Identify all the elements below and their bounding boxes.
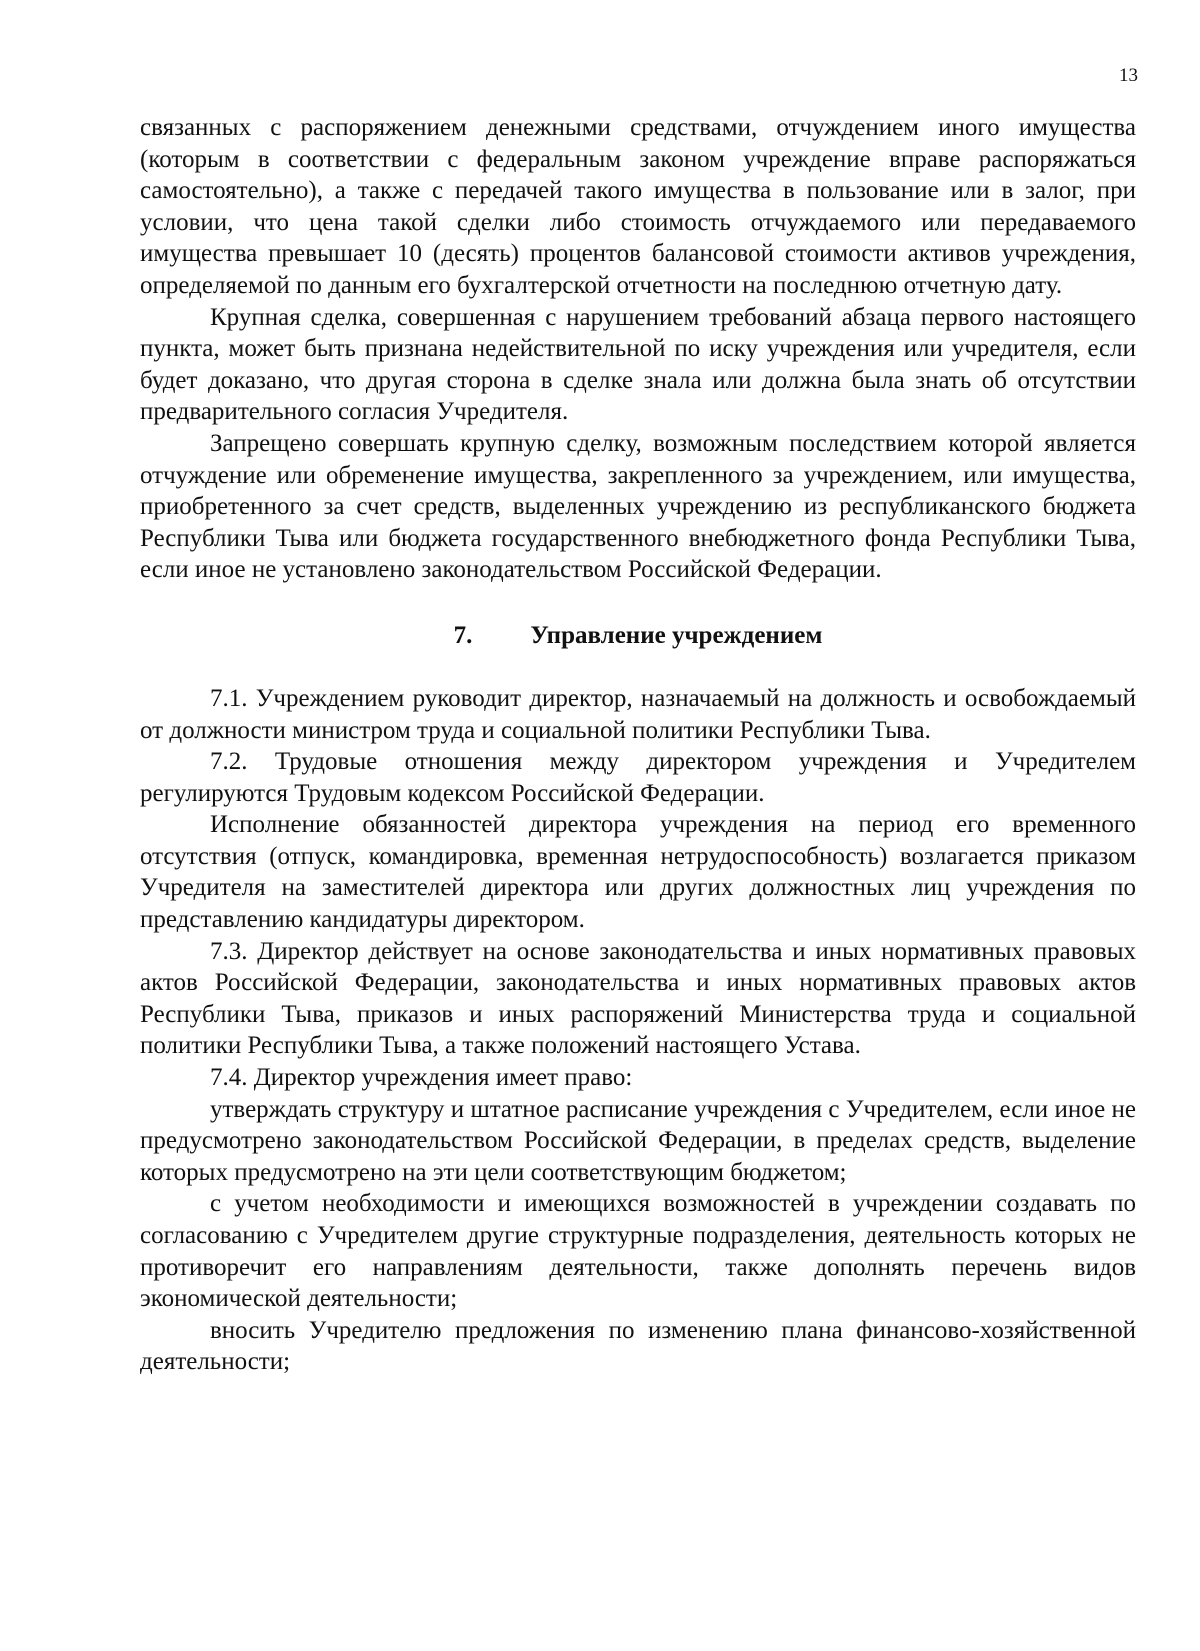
- page-number: 13: [1119, 65, 1138, 86]
- document-body: [140, 112, 1136, 1378]
- section-heading: [140, 620, 1136, 651]
- paragraph-continuation: связанных с распоряжением денежными средствами, отчуждением иного имущества (которым в соответствии с федеральным законом учреждение вправе распоряжаться самостоятельно), а также с передачей такого имущества в пользование или в залог, при условии, что цена такой сделки либо стоимость отчуждаемого или передаваемого имущества превышает 10 (десять) процентов балансовой стоимости активов учреждения, определяемой по данным его бухгалтерской отчетности на последнюю отчетную дату.: [140, 114, 1136, 299]
- paragraph-7-4: 7.4. Директор учреждения имеет право:: [210, 1064, 633, 1092]
- paragraph-right-divisions: с учетом необходимости и имеющихся возможностей в учреждении создавать по согласованию с Учредителем другие структурные подразделения, деятельность которых не противоречит его направлениям деятельности, также дополнять перечень видов экономической деятельности;: [140, 1190, 1136, 1313]
- paragraph-prohibited-deal: Запрещено совершать крупную сделку, возможным последствием которой является отчуждение или обременение имущества, закрепленного за учреждением, или имущества, приобретенного за счет средств, выделенных учреждению из республиканского бюджета Республики Тыва или бюджета государственного внебюджетного фонда Республики Тыва, если иное не установлено законодательством Российской Федерации.: [140, 429, 1136, 584]
- paragraph-7-2: 7.2. Трудовые отношения между директором учреждения и Учредителем регулируются Трудовым кодексом Российской Федерации.: [140, 748, 1136, 807]
- section-number: 7.: [453, 621, 473, 649]
- paragraph-acting-director: Исполнение обязанностей директора учреждения на период его временного отсутствия (отпуск, командировка, временная нетрудоспособность) возлагается приказом Учредителя на заместителей директора или других должностных лиц учреждения по представлению кандидатуры директором.: [140, 811, 1136, 934]
- paragraph-7-3: 7.3. Директор действует на основе законодательства и иных нормативных правовых актов Российской Федерации, законодательства и иных нормативных правовых актов Республики Тыва, приказов и иных распоряжений Министерства труда и социальной политики Республики Тыва, а также положений настоящего Устава.: [140, 937, 1136, 1060]
- section-title: Управление учреждением: [530, 621, 823, 649]
- paragraph-7-1: 7.1. Учреждением руководит директор, назначаемый на должность и освобождаемый от должности министром труда и социальной политики Республики Тыва.: [140, 684, 1136, 744]
- paragraph-large-deal: Крупная сделка, совершенная с нарушением требований абзаца первого настоящего пункта, может быть признана недействительной по иску учреждения или учредителя, если будет доказано, что другая сторона в сделке знала или должна была знать об отсутствии предварительного согласия Учредителя.: [140, 303, 1136, 426]
- paragraph-right-proposals: вносить Учредителю предложения по изменению плана финансово-хозяйственной деятельности;: [140, 1316, 1136, 1376]
- paragraph-right-structure: утверждать структуру и штатное расписание учреждения с Учредителем, если иное не предусмотрено законодательством Российской Федерации, в пределах средств, выделение которых предусмотрено на эти цели соответствующим бюджетом;: [140, 1095, 1136, 1186]
